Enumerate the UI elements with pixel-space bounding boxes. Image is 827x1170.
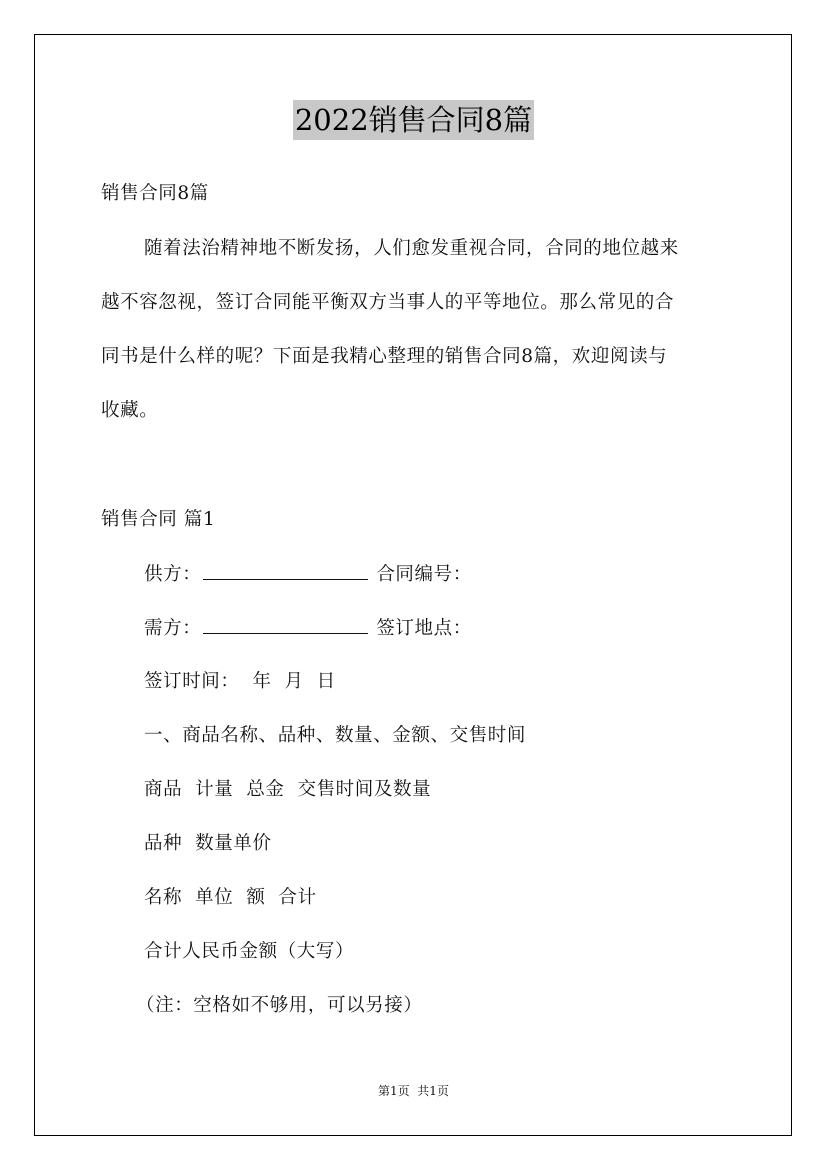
supplier-blank [203, 561, 368, 580]
table-row-3: 名称 单位 额 合计 [144, 887, 317, 908]
table-row-2: 品种 数量单价 [144, 833, 272, 854]
intro-line-4: 收藏。 [101, 400, 159, 421]
supplier-row [144, 561, 472, 588]
title-container [0, 100, 827, 140]
total-rmb: 合计人民币金额（大写） [144, 941, 355, 962]
buyer-row [144, 615, 472, 642]
table-row-1: 商品 计量 总金 交售时间及数量 [144, 779, 432, 800]
buyer-blank [203, 615, 368, 634]
sign-time: 签订时间： 年 月 日 [144, 671, 336, 692]
sign-place-label: 签订地点： [376, 618, 472, 639]
buyer-label: 需方： [144, 618, 202, 639]
document-subtitle: 销售合同8篇 [101, 183, 209, 204]
clause-1: 一、商品名称、品种、数量、金额、交售时间 [144, 725, 527, 746]
intro-line-2: 越不容忽视，签订合同能平衡双方当事人的平等地位。那么常见的合 [101, 292, 675, 313]
section-heading: 销售合同 篇1 [101, 509, 216, 530]
intro-line-3: 同书是什么样的呢？下面是我精心整理的销售合同8篇，欢迎阅读与 [101, 346, 668, 367]
note: （注：空格如不够用，可以另接） [136, 995, 423, 1016]
document-title: 2022销售合同8篇 [293, 100, 534, 140]
page-footer: 第1页 共1页 [378, 1084, 449, 1098]
contract-no-label: 合同编号： [376, 564, 472, 585]
intro-line-1: 随着法治精神地不断发扬，人们愈发重视合同，合同的地位越来 [144, 238, 679, 259]
supplier-label: 供方： [144, 564, 202, 585]
